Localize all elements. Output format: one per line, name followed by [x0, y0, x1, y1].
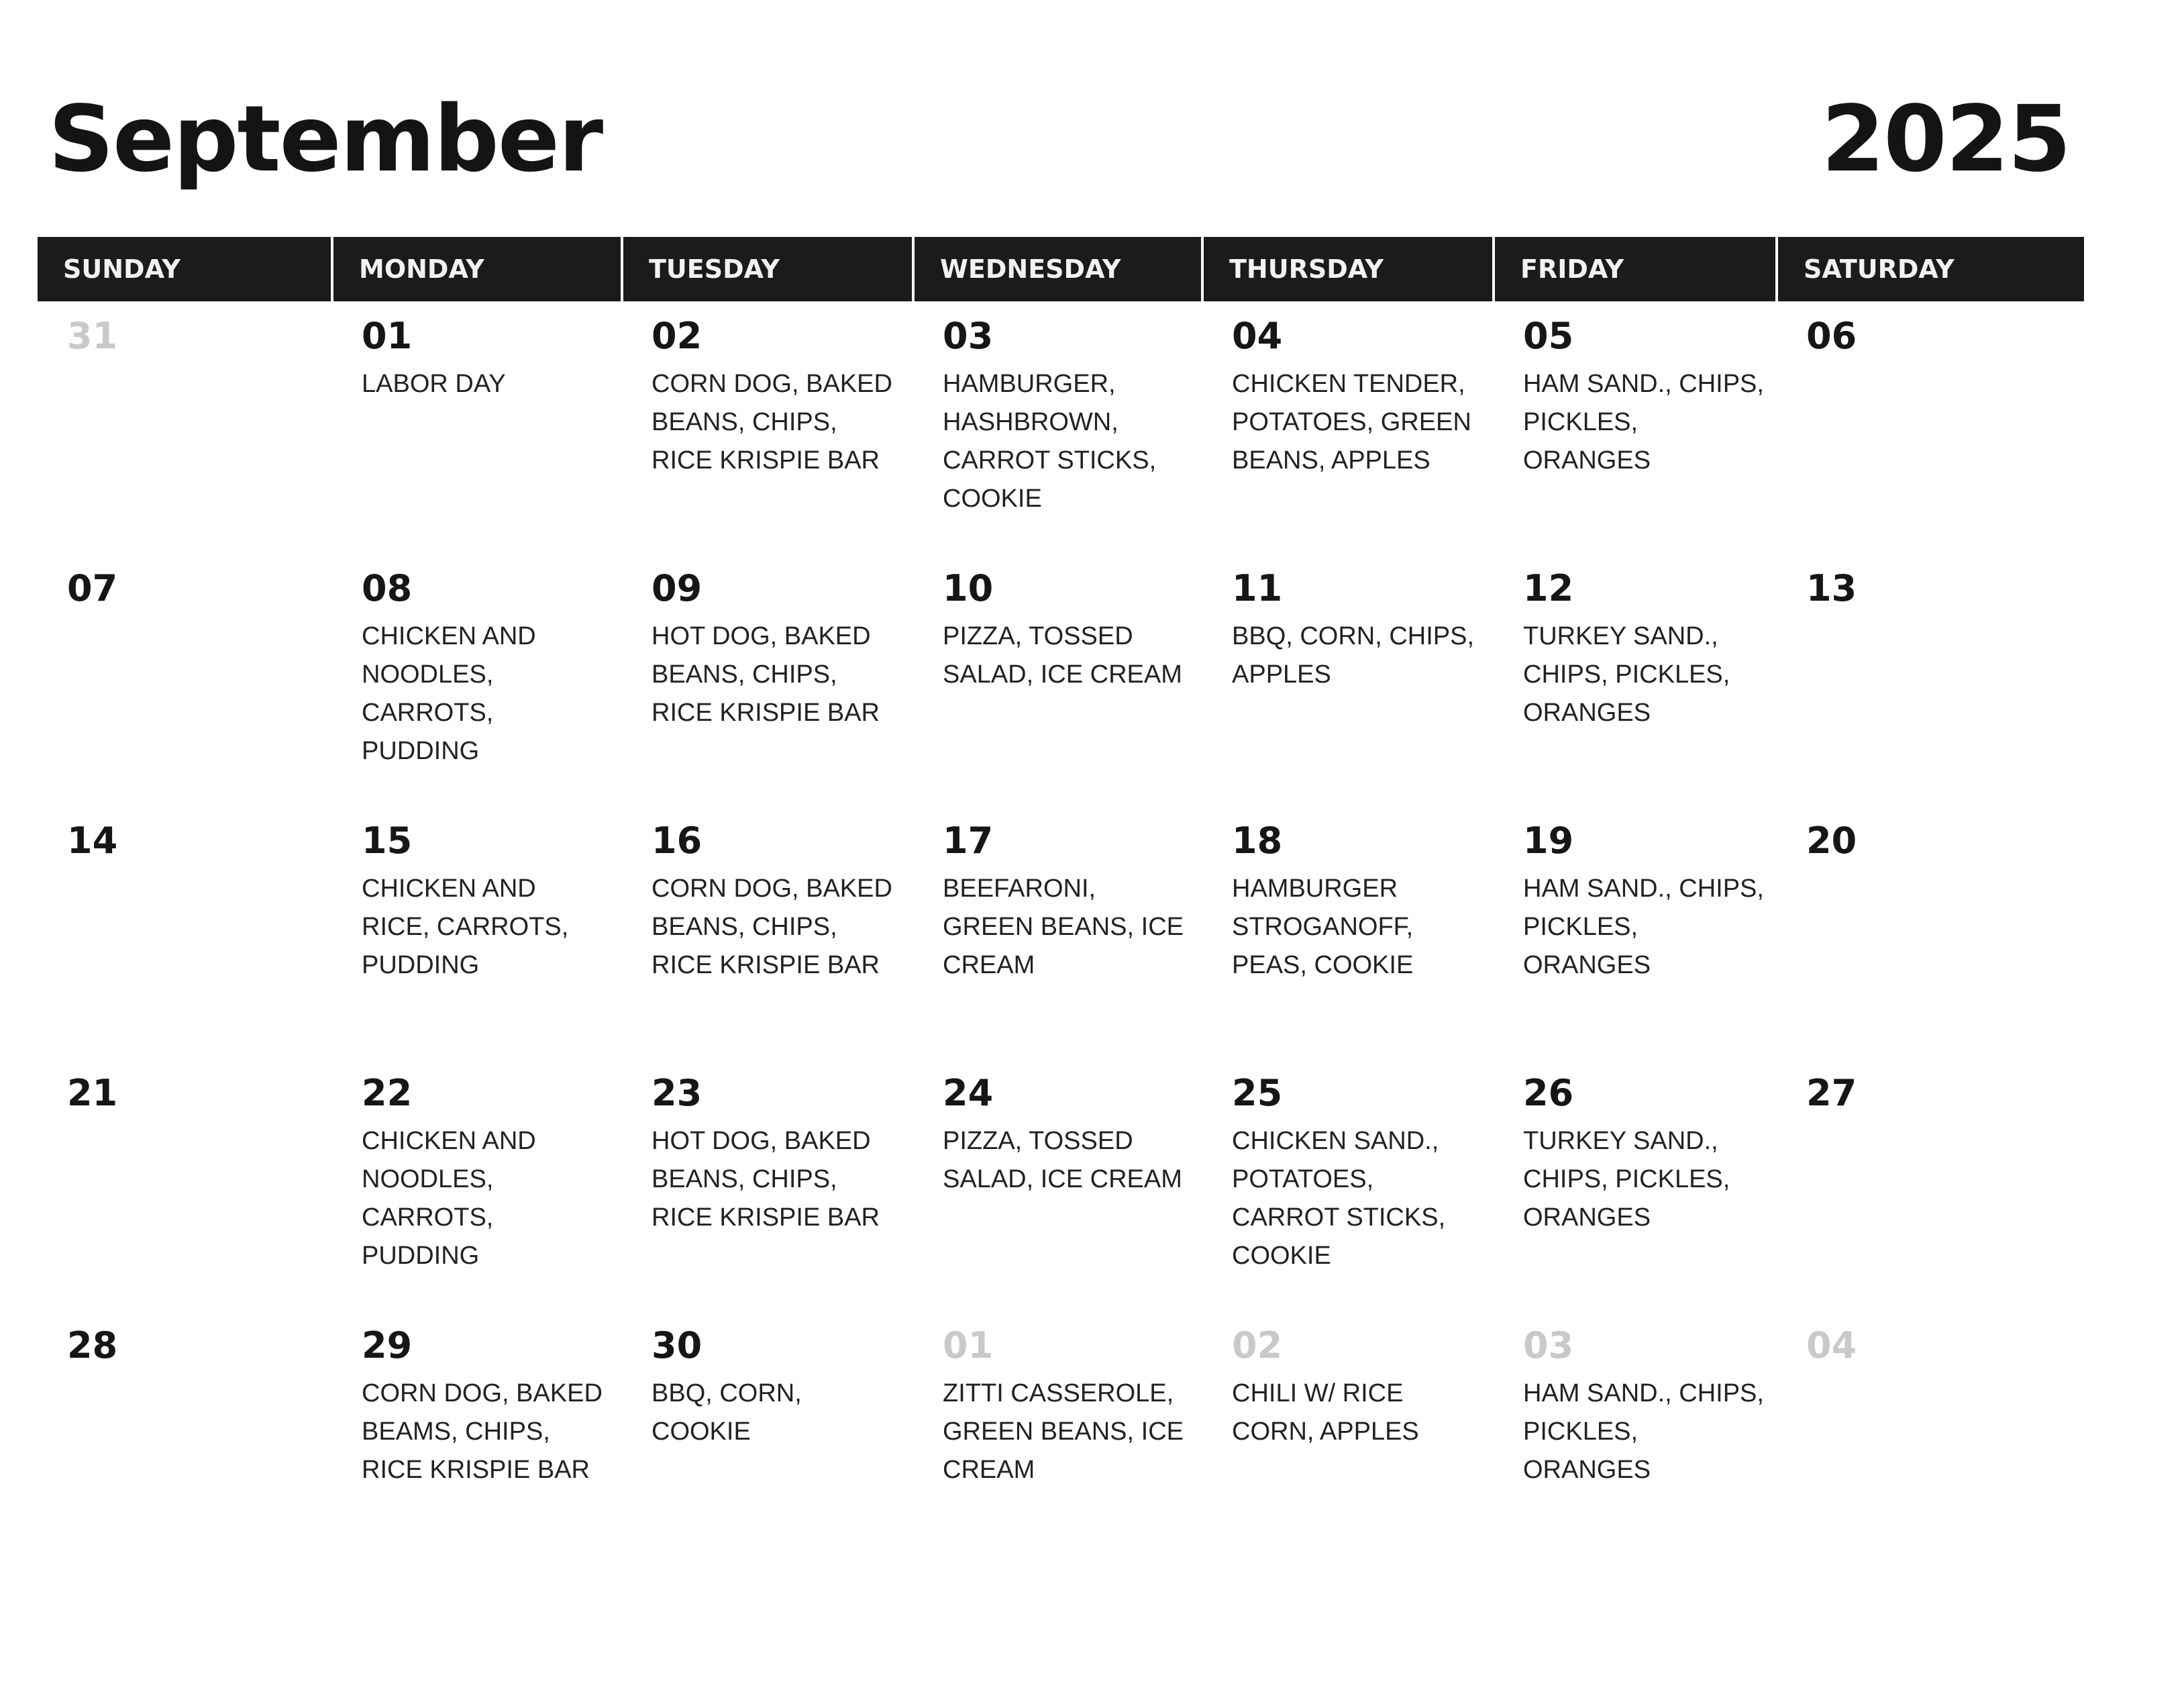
day-number: 13: [1806, 567, 1857, 609]
day-number: 25: [1232, 1072, 1283, 1114]
day-number: 21: [67, 1072, 118, 1114]
menu-text: HAMBURGER STROGANOFF, PEAS, COOKIE: [1232, 874, 1414, 979]
day-cell-tuesday: [623, 1058, 915, 1311]
weekday-header-friday: FRIDAY: [1495, 237, 1778, 301]
menu-text: BBQ, CORN, CHIPS, APPLES: [1232, 621, 1475, 689]
weekday-header-wednesday: WEDNESDAY: [915, 237, 1204, 301]
menu-text: ZITTI CASSEROLE, GREEN BEANS, ICE CREAM: [943, 1379, 1184, 1484]
menu-text: CHICKEN AND NOODLES, CARROTS, PUDDING: [362, 621, 536, 765]
day-number: 02: [652, 315, 703, 357]
weekday-header-bar: [38, 237, 2084, 301]
weekday-header-tuesday: TUESDAY: [623, 237, 915, 301]
menu-text: PIZZA, TOSSED SALAD, ICE CREAM: [943, 621, 1182, 689]
day-number: 05: [1523, 315, 1574, 357]
day-number: 10: [943, 567, 994, 609]
day-number: 11: [1232, 567, 1283, 609]
menu-text: CHICKEN SAND., POTATOES, CARROT STICKS, COOKIE: [1232, 1126, 1446, 1270]
day-cell-wednesday: [915, 806, 1204, 1058]
day-cell-monday: [333, 1058, 623, 1311]
day-number: 29: [362, 1324, 413, 1366]
menu-text: HOT DOG, BAKED BEANS, CHIPS, RICE KRISPIE BAR: [652, 1126, 880, 1232]
menu-text: PIZZA, TOSSED SALAD, ICE CREAM: [943, 1126, 1182, 1193]
day-number: 09: [652, 567, 703, 609]
menu-text: CHICKEN AND NOODLES, CARROTS, PUDDING: [362, 1126, 536, 1270]
day-cell-wednesday: [915, 554, 1204, 806]
menu-text: TURKEY SAND., CHIPS, PICKLES, ORANGES: [1523, 1126, 1730, 1232]
menu-text: CHILI W/ RICE CORN, APPLES: [1232, 1379, 1419, 1446]
day-cell-friday: [1495, 806, 1778, 1058]
day-number: 23: [652, 1072, 703, 1114]
day-cell-wednesday: [915, 1311, 1204, 1563]
menu-text: TURKEY SAND., CHIPS, PICKLES, ORANGES: [1523, 621, 1730, 727]
day-cell-monday: [333, 554, 623, 806]
day-number: 14: [67, 819, 118, 862]
day-number: 04: [1806, 1324, 1857, 1366]
day-number: 07: [67, 567, 118, 609]
day-cell-friday: [1495, 1058, 1778, 1311]
day-number: 06: [1806, 315, 1857, 357]
menu-text: CHICKEN TENDER, POTATOES, GREEN BEANS, APPLES: [1232, 369, 1471, 475]
menu-text: LABOR DAY: [362, 369, 506, 398]
day-number: 08: [362, 567, 413, 609]
day-cell-friday: [1495, 554, 1778, 806]
day-number: 19: [1523, 819, 1574, 862]
day-cell-monday: [333, 806, 623, 1058]
day-number: 03: [1523, 1324, 1574, 1366]
day-cell-sunday: [38, 1058, 333, 1311]
day-cell-saturday: [1778, 554, 2084, 806]
day-number: 18: [1232, 819, 1283, 862]
day-number: 24: [943, 1072, 994, 1114]
day-number: 03: [943, 315, 994, 357]
day-cell-saturday: [1778, 1311, 2084, 1563]
calendar-week-row: [38, 554, 2084, 806]
day-number: 22: [362, 1072, 413, 1114]
day-cell-sunday: [38, 806, 333, 1058]
day-cell-friday: [1495, 1311, 1778, 1563]
day-number: 01: [943, 1324, 994, 1366]
weekday-header-thursday: THURSDAY: [1204, 237, 1495, 301]
day-number: 30: [652, 1324, 703, 1366]
menu-text: CHICKEN AND RICE, CARROTS, PUDDING: [362, 874, 569, 979]
calendar-week-row: [38, 1058, 2084, 1311]
day-cell-sunday: [38, 1311, 333, 1563]
calendar-week-row: [38, 301, 2084, 554]
day-cell-saturday: [1778, 1058, 2084, 1311]
day-number: 17: [943, 819, 994, 862]
weekday-header-sunday: SUNDAY: [38, 237, 333, 301]
day-number: 27: [1806, 1072, 1857, 1114]
day-number: 02: [1232, 1324, 1283, 1366]
calendar-week-row: [38, 806, 2084, 1058]
day-cell-tuesday: [623, 301, 915, 554]
day-cell-thursday: [1204, 301, 1495, 554]
menu-text: HOT DOG, BAKED BEANS, CHIPS, RICE KRISPIE BAR: [652, 621, 880, 727]
year-title: 2025: [1821, 87, 2070, 193]
day-number: 12: [1523, 567, 1574, 609]
day-cell-tuesday: [623, 554, 915, 806]
menu-text: CORN DOG, BAKED BEAMS, CHIPS, RICE KRISPIE BAR: [362, 1379, 603, 1484]
weekday-header-saturday: SATURDAY: [1804, 254, 1955, 284]
day-number: 15: [362, 819, 413, 862]
calendar-week-row: [38, 1311, 2084, 1563]
calendar-grid: [38, 301, 2084, 1563]
menu-text: HAMBURGER, HASHBROWN, CARROT STICKS, COOKIE: [943, 369, 1157, 513]
day-cell-tuesday: [623, 806, 915, 1058]
menu-text: CORN DOG, BAKED BEANS, CHIPS, RICE KRISPIE BAR: [652, 369, 892, 475]
day-cell-thursday: [1204, 554, 1495, 806]
day-cell-sunday: [38, 554, 333, 806]
day-cell-friday: [1495, 301, 1778, 554]
day-cell-thursday: [1204, 1058, 1495, 1311]
day-number: 16: [652, 819, 703, 862]
day-cell-saturday: [1778, 806, 2084, 1058]
day-number: 20: [1806, 819, 1857, 862]
menu-text: BBQ, CORN, COOKIE: [652, 1379, 802, 1446]
day-number: 01: [362, 315, 413, 357]
day-cell-monday: [333, 1311, 623, 1563]
menu-text: CORN DOG, BAKED BEANS, CHIPS, RICE KRISPIE BAR: [652, 874, 892, 979]
day-number: 31: [67, 315, 118, 357]
day-cell-thursday: [1204, 1311, 1495, 1563]
day-cell-sunday: [38, 301, 333, 554]
menu-text: HAM SAND., CHIPS, PICKLES, ORANGES: [1523, 369, 1764, 475]
menu-text: BEEFARONI, GREEN BEANS, ICE CREAM: [943, 874, 1184, 979]
day-cell-wednesday: [915, 301, 1204, 554]
day-number: 26: [1523, 1072, 1574, 1114]
day-number: 28: [67, 1324, 118, 1366]
day-number: 04: [1232, 315, 1283, 357]
month-title: September: [48, 87, 603, 193]
day-cell-thursday: [1204, 806, 1495, 1058]
menu-text: HAM SAND., CHIPS, PICKLES, ORANGES: [1523, 1379, 1764, 1484]
menu-text: HAM SAND., CHIPS, PICKLES, ORANGES: [1523, 874, 1764, 979]
weekday-header-monday: MONDAY: [333, 237, 623, 301]
day-cell-monday: [333, 301, 623, 554]
day-cell-saturday: [1778, 301, 2084, 554]
day-cell-tuesday: [623, 1311, 915, 1563]
day-cell-wednesday: [915, 1058, 1204, 1311]
